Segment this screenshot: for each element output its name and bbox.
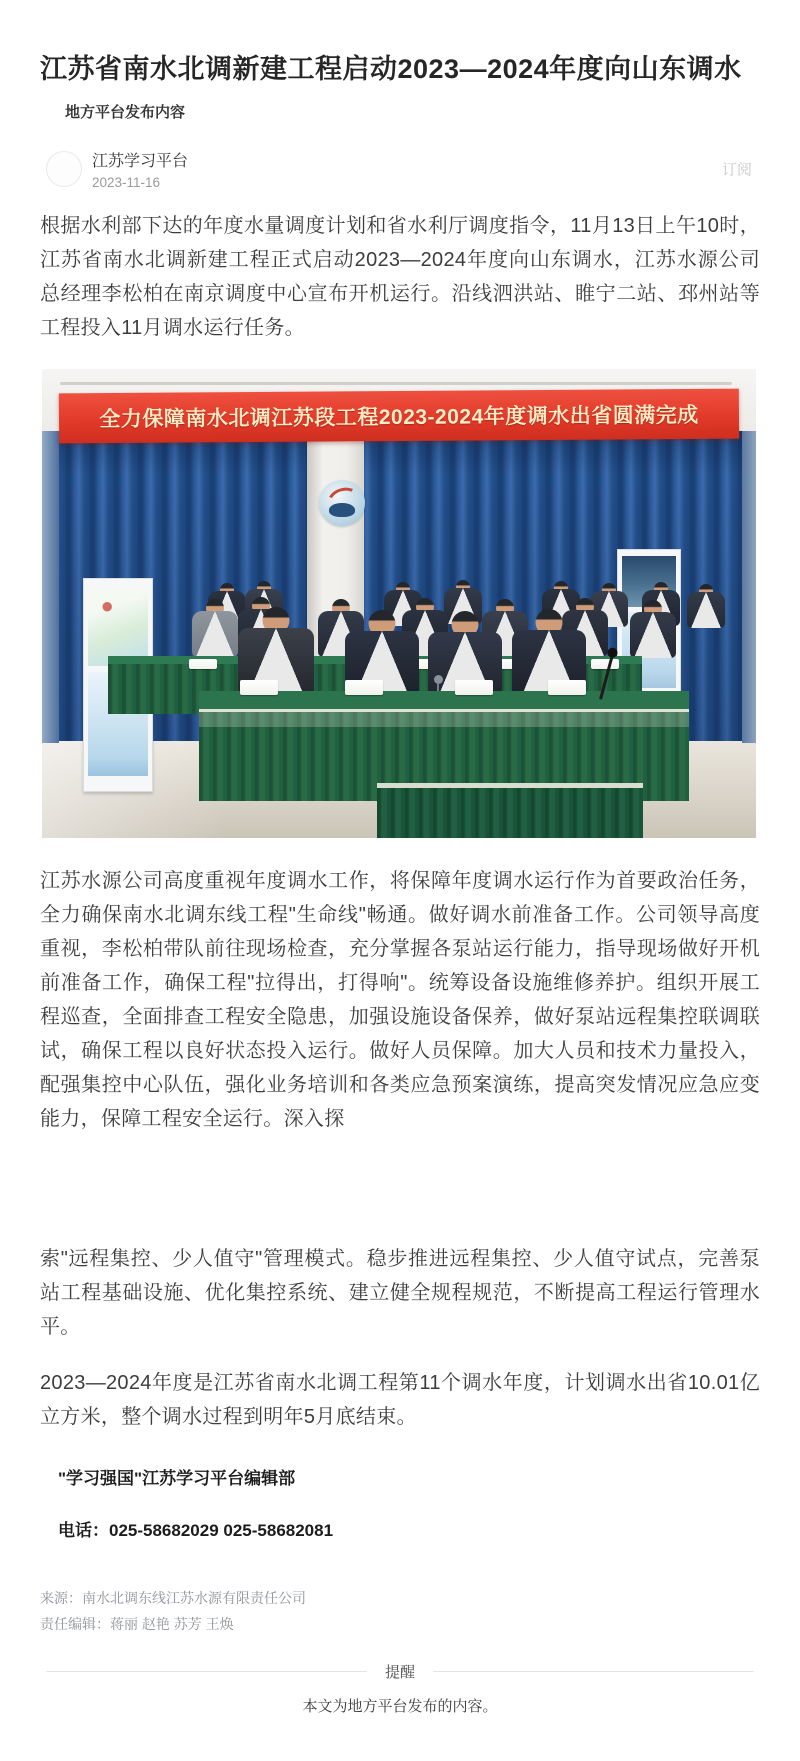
photo-name-card xyxy=(189,659,217,669)
article-photo xyxy=(42,369,756,838)
editors-label: 责任编辑： xyxy=(40,1616,110,1632)
photo-table-frontmost xyxy=(377,783,643,838)
photo-curtain-highlight xyxy=(42,431,59,743)
photo-name-card xyxy=(591,659,619,669)
author-info xyxy=(92,148,188,190)
author-row xyxy=(40,149,760,189)
banner-slogan: 全力保障南水北调江苏段工程2023-2024年度调水出省圆满完成 xyxy=(99,403,699,432)
photo-name-card xyxy=(240,680,278,695)
contact-phone: 电话：025-58682029 025-58682081 xyxy=(58,1521,334,1540)
notice-title: 提醒 xyxy=(385,1664,416,1681)
source-label: 来源： xyxy=(40,1590,82,1606)
photo-right-wall xyxy=(742,431,756,743)
photo-person xyxy=(630,600,676,658)
subscribe-button[interactable]: 订阅 xyxy=(721,161,752,179)
category-label: 地方平台发布内容 xyxy=(65,104,186,121)
editorial-department: "学习强国"江苏学习平台编辑部 xyxy=(58,1469,296,1488)
divider-line-right xyxy=(433,1671,754,1672)
publish-date: 2023-11-16 xyxy=(92,175,161,190)
photo-name-card xyxy=(548,680,586,695)
paragraph-3: 索"远程集控、少人值守"管理模式。稳步推进远程集控、少人值守试点，完善泵站工程基础设施、优化集控系统、建立健全规程规范，不断提高工程运行管理水平。 xyxy=(40,1248,760,1338)
paragraph-4: 2023—2024年度是江苏省南水北调工程第11个调水年度，计划调水出省10.01亿立方米，整个调水过程到明年5月底结束。 xyxy=(40,1372,760,1428)
editors-value: 蒋丽 赵艳 苏芳 王焕 xyxy=(110,1616,234,1632)
photo-ceiling-rail xyxy=(60,382,732,385)
source-line xyxy=(40,1585,760,1611)
editors-line xyxy=(40,1611,760,1637)
avatar[interactable] xyxy=(46,151,82,187)
photo-logo-emblem xyxy=(319,480,365,526)
photo-person-hoodie xyxy=(192,599,238,657)
photo-red-banner xyxy=(59,389,739,444)
notice-text: 本文为地方平台发布的内容。 xyxy=(302,1698,498,1715)
photo-name-card xyxy=(345,680,383,695)
paragraph-2: 江苏水源公司高度重视年度调水工作，将保障年度调水运行作为首要政治任务，全力确保南水北调东线工程"生命线"畅通。做好调水前准备工作。公司领导高度重视，李松柏带队前往现场检查，充分掌握各泵站运行能力，指导现场做好开机前准备工作，确保工程"拉得出，打得响"。统筹设备设施维修养护。组织开展工程巡查，全面排查工程安全隐患，加强设施设备保养，做好泵站远程集控联调联试，确保工程以良好状态投入运行。做好人员保障。加大人员和技术力量投入，配强集控中心队伍，强化业务培训和各类应急预案演练，提高突发情况应急应变能力，保障工程安全运行。深入探 xyxy=(40,870,760,1130)
author-name[interactable]: 江苏学习平台 xyxy=(92,153,189,170)
blank-gap xyxy=(40,1136,760,1242)
photo-person xyxy=(687,584,725,628)
article-meta xyxy=(40,1585,760,1637)
divider-line-left xyxy=(46,1671,367,1672)
page-title: 江苏省南水北调新建工程启动2023—2024年度向山东调水 xyxy=(40,54,742,84)
notice-divider xyxy=(40,1661,760,1682)
photo-name-card xyxy=(455,680,493,695)
photo-desk-microphone xyxy=(434,675,443,684)
paragraph-1: 根据水利部下达的年度水量调度计划和省水利厅调度指令，11月13日上午10时，江苏省南水北调新建工程正式启动2023—2024年度向山东调水，江苏水源公司总经理李松柏在南京调度中心宣布开机运行。沿线泗洪站、睢宁二站、邳州站等工程投入11月调水运行任务。 xyxy=(40,215,760,339)
source-value: 南水北调东线江苏水源有限责任公司 xyxy=(82,1590,306,1606)
